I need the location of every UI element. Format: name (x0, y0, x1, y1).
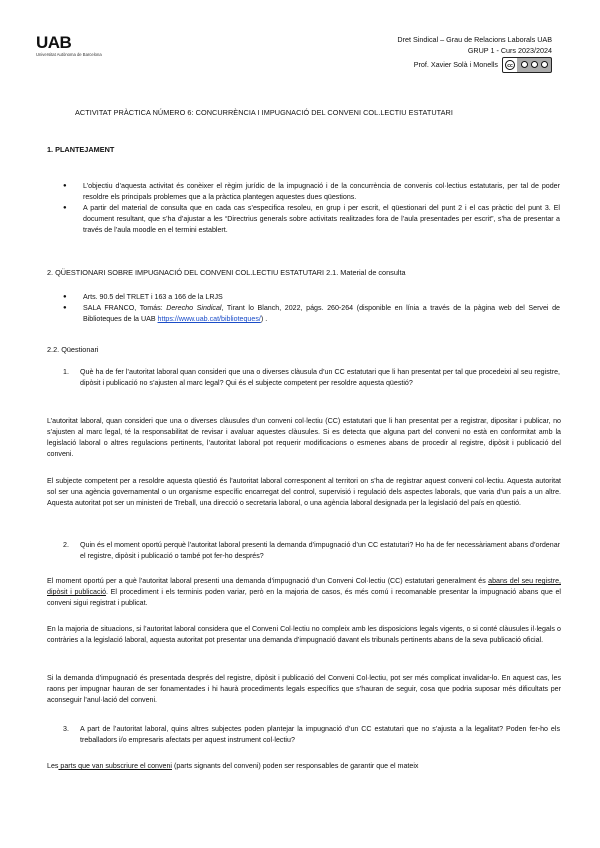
section-1-heading: 1. PLANTEJAMENT (47, 145, 115, 154)
uab-logo (36, 34, 132, 62)
document-header (397, 34, 552, 73)
subsection-heading: 2.2. Qüestionari (47, 345, 99, 354)
answer-1-paragraph-1: L’autoritat laboral, quan consideri que una o diverses clàusules d’un conveni col·lectiu (CC) estatutari que li han presentat per a registrar, dipositar i publicar, no s’ajusten al marc legal, té la responsabilitat de revisar i avaluar aquestes clàusules. Si es detecta que alguna part del conveni no està en conformitat amb la legislació laboral o altres regulacions pertinents, l’autoritat laboral pot requerir modificacions o esmenes abans de procedir al registre, dipòsit i publicació del conveni. (47, 417, 561, 459)
logo-mark: UAB (36, 33, 72, 52)
activity-title: ACTIVITAT PRÀCTICA NÚMERO 6: CONCURRÈNCIA I IMPUGNACIÓ DEL CONVENI COL.LECTIU ESTATUTARI (75, 108, 453, 117)
section-2-heading: 2. QÜESTIONARI SOBRE IMPUGNACIÓ DEL CONVENI COL.LECTIU ESTATUTARI 2.1. Material de consulta (47, 268, 406, 277)
question-3: 3. A part de l’autoritat laboral, quins altres subjectes poden plantejar la impugnació d’un CC estatutari que no s’ajusta a la legalitat? Poden fer-ho els treballadors i/o empresaris afectats per aquest instrument col·lectiu? (63, 725, 560, 745)
answer-2-paragraph-1: El moment oportú per a què l’autoritat laboral presenti una demanda d’impugnació d’un Conveni Col·lectiu (CC) estatutari generalment és abans del seu registre, dipòsit i publicació. El procediment i els terminis poden variar, però en la majoria de casos, és més comú i recomanable presentar la impugnació abans que el conveni sigui registrat i publicat. (47, 577, 561, 608)
question-1: 1. Què ha de fer l’autoritat laboral quan consideri que una o diverses clàusula d’un CC estatutari que li han presentat per tal que procedeixi al seu registre, dipòsit i publicació no s’ajusten al marc legal? Qui és el subjecte competent per resoldre aquesta qüestió? (63, 368, 560, 388)
list-item: ● SALA FRANCO, Tomás: Derecho Sindical, Tirant lo Blanch, 2022, págs. 260-264 (disponible en línia a través de la pàgina web del Servei de Biblioteques de la UAB https://www.uab.cat/biblioteques/) . (73, 303, 560, 325)
section-1-bullets (73, 181, 560, 236)
logo-subtitle: Universitat Autònoma de Barcelona (36, 52, 102, 57)
list-item: ● Arts. 90.5 del TRLET i 163 a 166 de la LRJS (73, 292, 560, 303)
material-list (73, 292, 560, 325)
list-item: ● A partir del material de consulta que en cada cas s’especifica resoleu, en grup i per escrit, el qüestionari del punt 2 i el cas pràctic del punt 3. El document resultant, que s’ha d’ajustar a les “Directrius generals sobre activitats realitzades fora de l’aula presentades per escrit”, s’ha de presentar a través de l’aula moodle en el termini establert. (73, 203, 560, 236)
library-link[interactable]: https://www.uab.cat/biblioteques/ (157, 315, 261, 324)
answer-2-paragraph-3: Si la demanda d’impugnació és presentada després del registre, dipòsit i publicació del Conveni Col·lectiu, pot ser més complicat invalidar-lo. En aquest cas, les raons per impugnar hauran de ser fonamentades i hi haurà procediments legals específics que s’hauran de seguir, cosa que podria suposar més dificultats per aconseguir l’anul·lació del conveni. (47, 674, 561, 705)
group-line: GRUP 1 - Curs 2023/2024 (467, 46, 552, 56)
list-item: ● L’objectiu d’aquesta activitat és conèixer el règim jurídic de la impugnació i de la concurrència de convenis col·lectius estatutaris, per tal de poder resoldre els principals problemes que a la pràctica plantegen aquestes dues qüestions. (73, 181, 560, 203)
answer-3-paragraph-1: Les parts que van subscriure el conveni (parts signants del conveni) poden ser responsables de garantir que el mateix (47, 762, 419, 770)
answer-1-paragraph-2: El subjecte competent per a resoldre aquesta qüestió és l’autoritat laboral corresponent al territori on s’ha de registrar aquest conveni col·lectiu. Aquesta autoritat sol ser una agència governamental o un organisme específic encarregat del control, supervisió i regulació dels aspectes laborals, que varia d’un país a un altre. Aquesta autoritat pot ser un ministeri de Treball, una direcció o secretaria laboral, o una agència laboral designada per la legislació del país en qüestió. (47, 477, 561, 508)
professor-line: Prof. Xavier Solà i Monells (413, 59, 498, 69)
question-2: 2. Quin és el moment oportú perquè l’autoritat laboral presenti la demanda d’impugnació d’un CC estatutari? Ho ha de fer necessàriament abans d’ordenar el registre, dipòsit i publicació o també pot fer-ho després? (63, 541, 560, 561)
answer-2-paragraph-2: En la majoria de situacions, si l’autoritat laboral considera que el Conveni Col·lectiu no compleix amb les disposicions legals vigents, o si conté clàusules il·legals o contràries a la legislació laboral, aquesta autoritat pot presentar una demanda d’impugnació davant els tribunals pertinents abans de la seva publicació oficial. (47, 625, 561, 645)
course-line: Dret Sindical – Grau de Relacions Laborals UAB (397, 35, 552, 44)
cc-by-nc-nd-icon: cc (502, 57, 552, 73)
